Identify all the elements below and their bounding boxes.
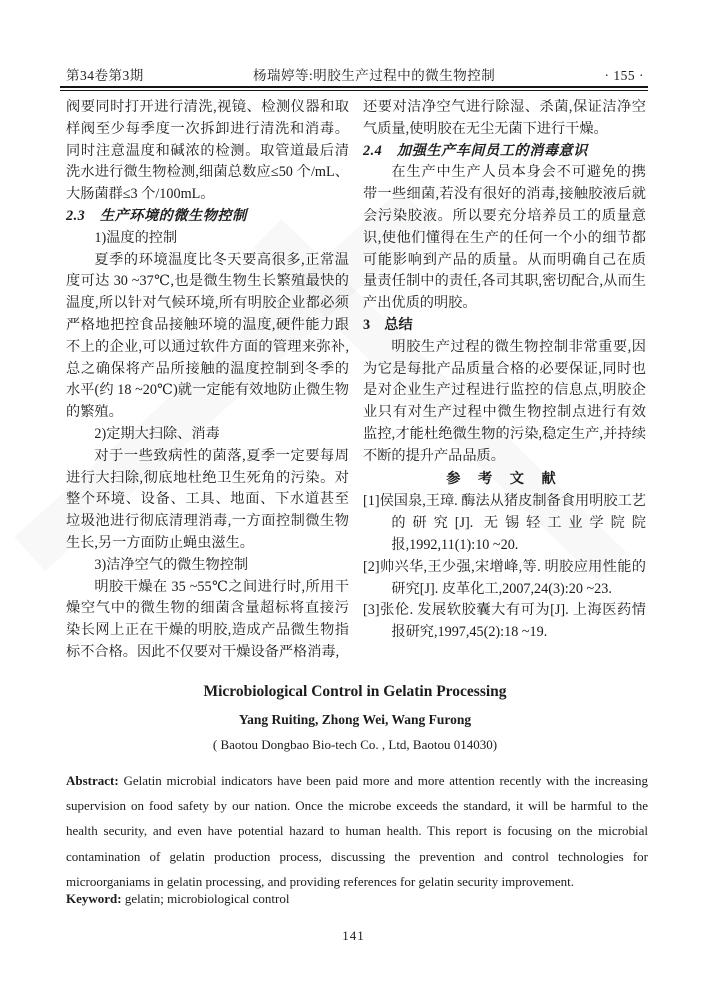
keyword-text: gelatin; microbiological control bbox=[124, 891, 290, 906]
paragraph-cleaning-disinfection: 对于一些致病性的菌落,夏季一定要每周进行大扫除,彻底地杜绝卫生死角的污染。对整个环境、设备、工具、地面、下水道甚至垃圾池进行彻底清理消毒,一方面控制微生物生长,另一方面防止蝇虫滋生。 bbox=[66, 447, 349, 551]
section-heading-2-4: 2.4 加强生产车间员工的消毒意识 bbox=[363, 142, 588, 159]
header-page-marker: · 155 · bbox=[604, 68, 644, 83]
page-number: 141 bbox=[342, 928, 365, 943]
english-affiliation: ( Baotou Dongbao Bio-tech Co. , Ltd, Baotou 014030) bbox=[212, 737, 498, 752]
references-heading: 参 考 文 献 bbox=[446, 470, 563, 487]
paragraph-clean-air: 明胶干燥在 35 ~55℃之间进行时,所用干燥空气中的微生物的细菌含量超标将直接污染长网上正在干燥的明胶,造成产品微生物指标不合格。因此不仅要对干燥设备严格消毒, bbox=[66, 578, 349, 660]
paragraph-continued: 阀要同时打开进行清洗,视镜、检测仪器和取样阀至少每季度一次拆卸进行清洗和消毒。同时注意温度和碱浓的检测。取管道最后清洗水进行微生物检测,细菌总数应≤50 个/mL、大肠菌群≤3 个/100mL。 bbox=[66, 99, 349, 203]
reference-item-3: [3]张伦. 发展软胶囊大有可为[J]. 上海医药情报研究,1997,45(2):18 ~19. bbox=[363, 602, 646, 641]
reference-item-1: [1]侯国泉,王璋. 酶法从猪皮制备食用明胶工艺的研究[J]. 无锡轻工业学院院报,1992,11(1):10 ~20. bbox=[363, 493, 646, 553]
right-column bbox=[363, 97, 646, 664]
keyword-line bbox=[66, 891, 289, 907]
paragraph-temperature-control: 夏季的环境温度比冬天要高很多,正常温度可达 30 ~37℃,也是微生物生长繁殖最快的温度,所以针对气候环境,所有明胶企业都必须严格地把控食品接触环境的温度,硬件能力跟不上的企业,可以通过软件方面的管理来弥补,总之确保将产品所接触的温度控制到冬季的水平(约 18 ~20℃)就一定能有效地防止微生物的繁殖。 bbox=[66, 251, 349, 421]
subsection-heading-3: 3)洁净空气的微生物控制 bbox=[94, 556, 249, 573]
paragraph-summary: 明胶生产过程的微生物控制非常重要,因为它是每批产品质量合格的必要保证,同时也是对企业生产过程进行监控的信息点,明胶企业只有对生产过程中微生物控制点进行有效监控,才能杜绝微生物的污染,稳定生产,并持续不断的提升产品品质。 bbox=[363, 338, 646, 464]
section-heading-2-3: 2.3 生产环境的微生物控制 bbox=[66, 207, 247, 224]
english-section bbox=[64, 683, 646, 753]
reference-item-2: [2]帅兴华,王少强,宋增峰,等. 明胶应用性能的研究[J]. 皮革化工,2007,24(3):20 ~23. bbox=[363, 558, 646, 597]
header-issue: 第34卷第3期 bbox=[66, 68, 144, 83]
subsection-heading-1: 1)温度的控制 bbox=[94, 229, 178, 246]
journal-header bbox=[66, 64, 644, 84]
abstract-label: Abstract: bbox=[66, 773, 119, 788]
subsection-heading-2: 2)定期大扫除、消毒 bbox=[94, 425, 220, 442]
section-heading-summary: 3 总结 bbox=[363, 316, 413, 333]
paragraph-worker-awareness: 在生产中生产人员本身会不可避免的携带一些细菌,若没有很好的消毒,接触胶液后就会污染胶液。所以要充分培养员工的质量意识,使他们懂得在生产的任何一个小的细节都可能影响到产品的质量。从而明确自己在质量责任制中的责任,各司其职,密切配合,从而生产出优质的明胶。 bbox=[363, 164, 646, 312]
header-running-title: 杨瑞婷等:明胶生产过程中的微生物控制 bbox=[252, 68, 496, 83]
paragraph-continued-right: 还要对洁净空气进行除湿、杀菌,保证洁净空气质量,使明胶在无尘无菌下进行干燥。 bbox=[363, 99, 646, 137]
left-column bbox=[66, 97, 349, 664]
english-title: Microbiological Control in Gelatin Processing bbox=[203, 683, 507, 700]
header-divider-rule bbox=[60, 86, 648, 91]
abstract-text: Gelatin microbial indicators have been paid more and more attention recently with the increasing supervision on food safety by our nation. Once the microbe exceeds the standard, it will be harmful to the health security, and even have potential hazard to human health. This report is focusing on the microbial contamination of gelatin production process, discussing the prevention and control technologies for microorganiams in gelatin processing, and providing references for gelatin security improvement. bbox=[66, 773, 649, 889]
english-authors: Yang Ruiting, Zhong Wei, Wang Furong bbox=[238, 712, 472, 727]
article-body bbox=[66, 97, 646, 664]
abstract-paragraph bbox=[66, 768, 648, 894]
keyword-label: Keyword: bbox=[66, 891, 122, 906]
